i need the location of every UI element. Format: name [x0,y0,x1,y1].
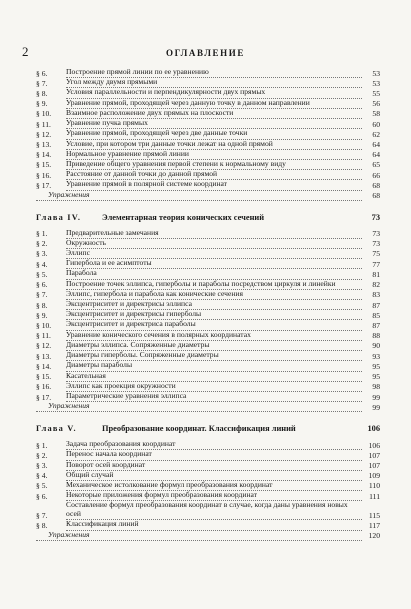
section-number: § 2. [36,239,48,249]
chapter-5-list [36,440,380,530]
section-page: 88 [372,331,380,341]
section-title: Диаметры эллипса. Сопряженные диаметры [66,341,362,351]
section-page: 90 [372,341,380,351]
section-number: § 1. [36,440,48,450]
section-page: 95 [372,361,380,371]
section-number: § 9. [36,310,48,320]
section-number: § 4. [36,259,48,269]
section-title: Касательная [66,372,362,382]
section-title: Условия параллельности и перпендикулярности двух прямых [66,88,362,98]
section-title: Парабола [66,269,362,279]
section-number: § 15. [36,160,52,170]
section-number: § 6. [36,491,48,501]
chapter-title: Элементарная теория конических сечений [102,212,265,222]
toc-entry [36,501,380,520]
section-title: Приведение общего уравнения первой степени к нормальному виду [66,160,362,170]
section-title: Эксцентриситет и директрисы гиперболы [66,310,362,320]
section-page: 115 [368,510,380,520]
running-head: ОГЛАВЛЕНИЕ [166,48,245,58]
section-page: 58 [372,109,380,119]
section-page: 107 [368,450,380,460]
section-title: Расстояние от данной точки до данной прямой [66,170,362,180]
section-page: 62 [372,129,380,139]
section-number: § 14. [36,150,52,160]
section-title: Некоторые приложения формул преобразования координат [66,491,362,501]
section-page: 98 [372,382,380,392]
chapter-title: Преобразование координат. Классификация линий [102,424,296,434]
toc-entry [36,450,380,460]
section-page: 64 [372,140,380,150]
section-title: Составление формул преобразования координат в случае, когда даны уравнения новых осей [66,501,362,520]
section-page: 60 [372,119,380,129]
section-title: Нормальное уравнение прямой линии [66,150,362,160]
exercises-entry-ch5 [36,531,380,541]
section-page: 53 [372,68,380,78]
section-number: § 15. [36,372,52,382]
section-number: § 7. [36,290,48,300]
section-title: Эллипс [66,249,362,259]
section-page: 99 [372,392,380,402]
section-number: § 5. [36,269,48,279]
section-title: Диаметры параболы [66,361,362,371]
section-number: § 10. [36,320,52,330]
section-page: 87 [372,300,380,310]
section-page: 82 [372,280,380,290]
section-title: Уравнение конического сечения в полярных координатах [66,331,362,341]
section-title: Построение прямой линии по ее уравнению [66,68,362,78]
chapter-5-heading [36,424,380,434]
chapter-label: Глава IV. [36,212,82,222]
section-number: § 9. [36,99,48,109]
chapter-4-heading [36,213,380,223]
section-number: § 7. [36,510,48,520]
section-page: 83 [372,290,380,300]
section-title: Окружность [66,239,362,249]
section-title: Поворот осей координат [66,461,362,471]
section-number: § 3. [36,461,48,471]
section-number: § 16. [36,170,52,180]
section-page: 109 [368,471,380,481]
exercises-page: 99 [372,402,380,412]
section-page: 65 [372,160,380,170]
chapter-page: 106 [367,424,380,434]
chapter-3-list [36,68,380,191]
section-title: Классификация линий [66,520,362,530]
exercises-page: 120 [368,531,380,541]
section-page: 75 [372,249,380,259]
chapter-label: Глава V. [36,424,77,434]
section-page: 56 [372,99,380,109]
section-number: § 16. [36,382,52,392]
exercises-entry-ch4 [36,402,380,412]
exercises-page: 68 [372,191,380,201]
section-number: § 11. [36,331,51,341]
section-page: 110 [368,481,380,491]
section-number: § 17. [36,180,52,190]
section-number: § 10. [36,109,52,119]
section-page: 68 [372,180,380,190]
section-title: Гипербола и ее асимптоты [66,259,362,269]
table-of-contents [36,68,380,541]
section-number: § 1. [36,229,48,238]
section-page: 117 [368,520,380,530]
section-number: § 13. [36,351,52,361]
section-number: § 17. [36,392,52,402]
section-page: 73 [372,229,380,238]
section-page: 111 [369,491,380,501]
section-number: § 4. [36,471,48,481]
section-number: § 2. [36,450,48,460]
section-page: 95 [372,372,380,382]
section-title: Уравнение пучка прямых [66,119,362,129]
section-number: § 8. [36,520,48,530]
exercises-title: Упражнения [36,531,362,541]
section-number: § 13. [36,140,52,150]
section-page: 81 [372,269,380,279]
section-title: Эксцентриситет и директриса параболы [66,320,362,330]
section-title: Общий случай [66,471,362,481]
section-page: 106 [368,440,380,450]
section-title: Взаимное расположение двух прямых на плоскости [66,109,362,119]
exercises-title: Упражнения [36,402,362,412]
section-number: § 5. [36,481,48,491]
section-title: Перенос начала координат [66,450,362,460]
section-number: § 12. [36,341,52,351]
section-title: Эллипс, гипербола и парабола как конические сечения [66,290,362,300]
section-page: 53 [372,78,380,88]
section-title: Построение точек эллипса, гиперболы и параболы посредством циркуля и линейки [66,280,362,290]
section-title: Предварительные замечания [66,229,362,239]
section-title: Угол между двумя прямыми [66,78,362,88]
section-number: § 8. [36,88,48,98]
chapter-page: 73 [371,212,380,222]
page-number: 2 [22,44,29,59]
section-title: Эксцентриситет и директрисы эллипса [66,300,362,310]
section-number: § 7. [36,78,48,88]
exercises-title: Упражнения [36,191,362,201]
section-title: Уравнение прямой, проходящей через две данные точки [66,129,362,139]
section-title: Задача преобразования координат [66,440,362,450]
section-title: Уравнение прямой в полярной системе координат [66,180,362,190]
section-number: § 11. [36,119,51,129]
exercises-entry-ch3 [36,191,380,201]
section-page: 85 [372,310,380,320]
chapter-4-list [36,229,380,403]
section-number: § 6. [36,68,48,78]
toc-entry [36,129,380,139]
section-title: Условие, при котором три данные точки лежат на одной прямой [66,140,362,150]
section-number: § 3. [36,249,48,259]
section-number: § 6. [36,280,48,290]
section-title: Диаметры гиперболы. Сопряженные диаметры [66,351,362,361]
section-title: Уравнение прямой, проходящей через данную точку в данном направлении [66,99,362,109]
section-title: Эллипс как проекция окружности [66,382,362,392]
section-title: Параметрические уравнения эллипса [66,392,362,402]
section-page: 66 [372,170,380,180]
section-page: 93 [372,351,380,361]
section-page: 64 [372,150,380,160]
section-number: § 8. [36,300,48,310]
section-page: 77 [372,259,380,269]
section-number: § 12. [36,129,52,139]
section-number: § 14. [36,361,52,371]
section-page: 87 [372,320,380,330]
section-title: Механическое истолкование формул преобразования координат [66,481,362,491]
section-page: 73 [372,239,380,249]
section-page: 107 [368,461,380,471]
section-page: 55 [372,88,380,98]
